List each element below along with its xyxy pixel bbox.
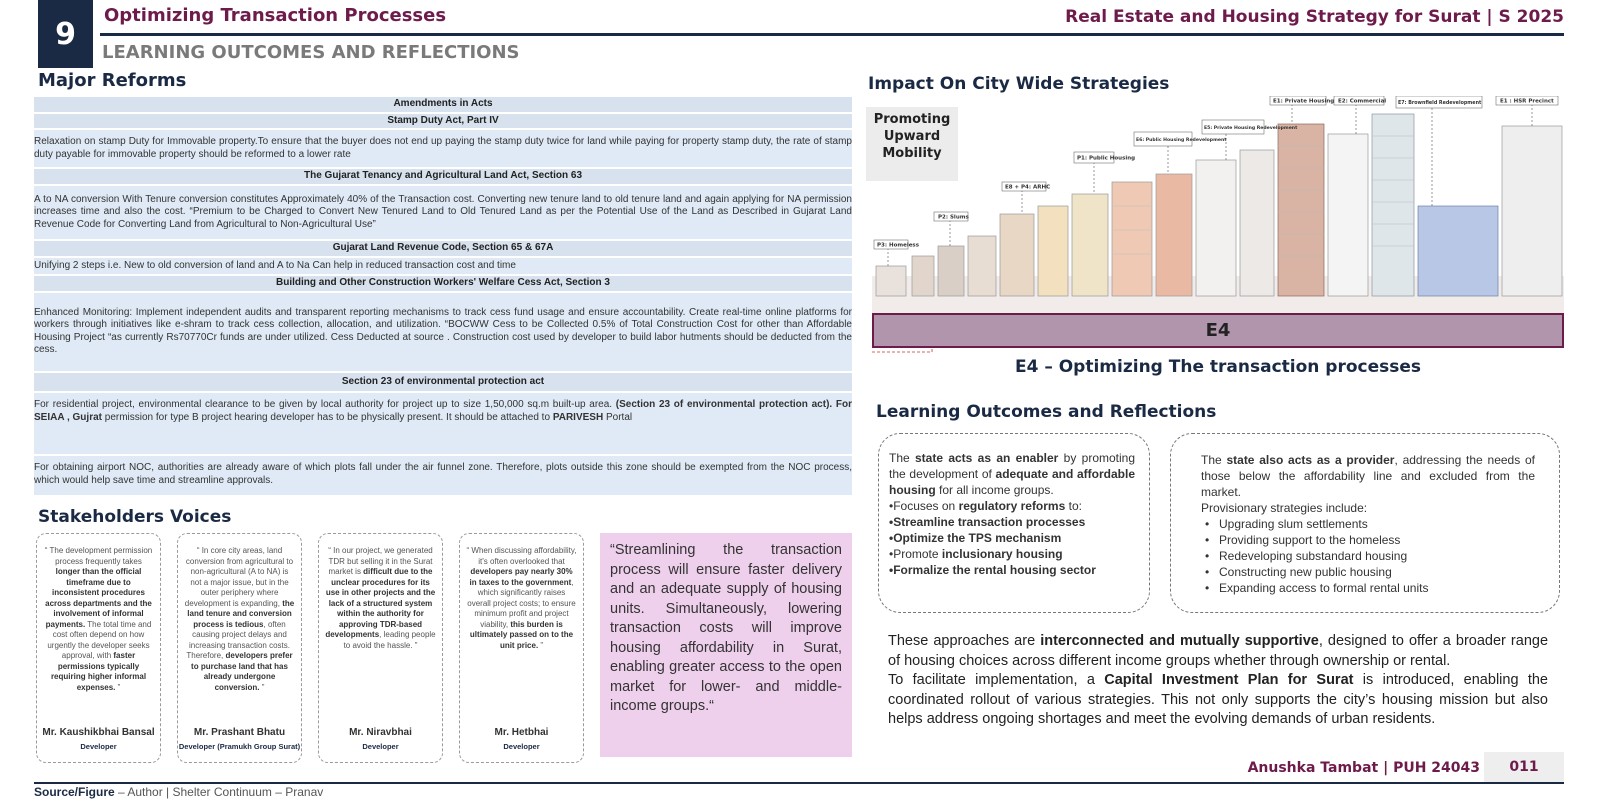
commercial-tower — [1328, 134, 1368, 296]
quote-text-bold: longer than the official timeframe due to inconsistent procedures across departments and the involvement of informal payments. — [45, 567, 152, 629]
quote-text: “ When discussing affordability, it's often overlooked that — [466, 546, 577, 566]
enabler-item — [889, 546, 1135, 562]
major-reforms-title: Major Reforms — [38, 70, 187, 91]
quote-text: “ The development permission process frequently takes — [44, 546, 153, 566]
page-subtitle: LEARNING OUTCOMES AND REFLECTIONS — [102, 42, 520, 63]
slum-building — [968, 236, 996, 296]
e4-band — [872, 313, 1564, 348]
public-housing-building — [1072, 194, 1108, 296]
source-text: – Author | Shelter Continuum – Pranav — [114, 785, 324, 799]
tag-label: E7: Brownfield Redevelopment — [1398, 101, 1482, 106]
reform-body: A to NA conversion With Tenure conversion constitutes Approximately 40% of the Transaction cost. Converting new tenure land to old tenure land and again applying for NA permission increases time and also the cost. “Premium to be Charged to Convert New Tenured Land to Old Tenured Land as per the Potential Use of the Land as Described in Gujarat Land Revenue Code for Converting Land from Agricultural to Non-Agricultural Use” — [34, 186, 852, 240]
text: for all income groups. — [935, 483, 1054, 497]
quote-text: , often causing project delays and increasing transaction costs. Therefore, — [186, 619, 290, 660]
stakeholders-title: Stakeholders Voices — [38, 507, 232, 527]
text: is introduced, enabling the coordinated rollout of various strategies. This not only supports the city’s housing mission but also helps address ongoing shortages and meet the evolving demands of urban residents. — [888, 672, 1548, 727]
stakeholder-card — [36, 533, 161, 763]
quote-text: ” — [259, 682, 265, 692]
tag-label: E8 + P4: ARHC — [1005, 184, 1051, 191]
list-item: • Constructing new public housing — [1201, 564, 1535, 580]
promoting-upward-mobility-label — [866, 107, 958, 181]
stakeholder-quote — [325, 546, 436, 724]
stakeholder-role: Developer — [80, 741, 117, 751]
promo-line: Upward — [883, 129, 941, 144]
text: •Promote — [889, 547, 942, 561]
reform-body: Enhanced Monitoring: Implement independent audits and transparent reporting mechanisms to track cess fund usage and ensure accountability. Create real-time online platforms for workers through initiatives like e-shram to track cess collection, allocation, and utilization. “BOCWW Cess to be Collected 0.5% of Total Construction Cost for other than Affordable Housing Project “as currently Rs70770Cr funds are under utilized. Cess Deducted at source . Construction cost used by developer to build labor hutments should be deducted from the cess. — [34, 293, 852, 371]
header-divider — [100, 33, 1564, 36]
text: , addressing the needs of those below the affordability line and excluded from the market. — [1201, 453, 1536, 499]
private-redevelopment-building — [1196, 160, 1236, 296]
enabler-item: •Formalize the rental housing sector — [889, 563, 1096, 577]
quote-text: The total time and cost often depend on how urgently the developer seeks approval, with — [47, 619, 152, 660]
reform-heading: Amendments in Acts — [34, 97, 852, 112]
enabler-intro — [889, 450, 1135, 498]
quote-text-bold: developers prefer to purchase land that has already undergone conversion. — [191, 651, 293, 692]
enabler-focus — [889, 498, 1135, 514]
quote-text-bold: difficult due to the unclear procedures for its use in other projects and the lack of a structured system within the authority for approving TDR-based developments — [325, 567, 436, 639]
public-housing-redevelopment-building — [1112, 182, 1152, 296]
source-label: Source/Figure — [34, 785, 115, 799]
text-bold: regulatory reforms — [958, 499, 1066, 513]
enabler-item: •Optimize the TPS mechanism — [889, 531, 1062, 545]
page-number-badge — [38, 0, 93, 68]
arhc-building — [1000, 214, 1034, 296]
reform-text: Portal — [605, 411, 633, 423]
reform-body-environment — [34, 393, 852, 454]
reform-text-bold: (Section 23 of environmental protection act). — [615, 399, 833, 410]
tag-label: E5: Private Housing Redevelopment — [1204, 126, 1298, 131]
stakeholder-card — [318, 533, 443, 763]
author-credit: Anushka Tambat | PUH 24043 — [1247, 760, 1480, 776]
stakeholder-quote — [43, 546, 154, 724]
enabler-box — [878, 433, 1150, 613]
provider-box — [1170, 433, 1560, 613]
reform-heading: Building and Other Construction Workers' Welfare Cess Act, Section 3 — [34, 276, 852, 291]
learning-outcomes-title: Learning Outcomes and Reflections — [876, 402, 1217, 422]
e4-label: E4 — [1205, 320, 1231, 341]
list-item: • Upgrading slum settlements — [1201, 516, 1535, 532]
reform-text: For residential project, environmental clearance to be given by local authority for project up to size 1,50,000 sq.m built-up area. — [34, 399, 613, 410]
closing-line-1 — [888, 632, 1548, 671]
stakeholder-role: Developer — [362, 741, 399, 751]
footer-divider — [34, 782, 1564, 784]
stakeholder-card — [459, 533, 584, 763]
private-housing-tower — [1278, 124, 1324, 296]
text-bold: inclusionary housing — [941, 547, 1063, 561]
stakeholder-name: Mr. Niravbhai — [349, 726, 412, 738]
quote-text: , which significantly raises overall project costs; to ensure minimum profit and project viability, — [467, 577, 576, 629]
page-number-text: 011 — [1509, 759, 1539, 775]
stakeholder-quote — [466, 546, 577, 724]
arhc-building — [1038, 206, 1068, 296]
shelter-building — [912, 256, 934, 296]
source-line — [34, 785, 323, 799]
quote-text: ” — [115, 682, 121, 692]
list-item: • Redeveloping substandard housing — [1201, 548, 1535, 564]
tag-label: P3: Homeless — [877, 242, 919, 249]
stakeholder-quote — [184, 546, 295, 724]
tag-label: E2: Commercial — [1338, 98, 1387, 105]
provider-strategy-list — [1201, 516, 1535, 596]
page-number: 9 — [55, 16, 76, 52]
text: The — [1201, 453, 1227, 467]
reform-text: permission for type B project hearing developer has to be physically present. It should be attached to — [104, 411, 551, 423]
list-item: • Providing support to the homeless — [1201, 532, 1535, 548]
text: These approaches are — [888, 633, 1041, 649]
reform-heading: Gujarat Land Revenue Code, Section 65 & 67A — [34, 241, 852, 256]
text: •Focuses on — [889, 499, 959, 513]
enabler-item: •Streamline transaction processes — [889, 515, 1086, 529]
reforms-table — [34, 97, 852, 497]
text-bold: state acts as an enabler — [915, 451, 1059, 465]
promo-line: Mobility — [882, 146, 942, 161]
text-bold: state also acts as a provider — [1226, 453, 1395, 467]
quote-text-bold: this burden is ultimately passed on to the unit price. — [469, 619, 574, 650]
public-housing-redevelopment-building — [1156, 174, 1192, 296]
stakeholder-role: Developer — [503, 741, 540, 751]
reform-heading: Stamp Duty Act, Part IV — [34, 114, 852, 129]
reform-body: For obtaining airport NOC, authorities are already aware of which plots fall under the air funnel zone. Therefore, plots outside this zone should be exempted from the NOC process, which would help save time and streamline approvals. — [34, 456, 852, 495]
tag-label: P2: Slums — [938, 214, 969, 221]
tag-label: E6: Public Housing Redevelopment — [1136, 138, 1227, 143]
stakeholder-name: Mr. Prashant Bhatu — [193, 726, 286, 738]
highlight-quote: “Streamlining the transaction process will ensure faster delivery and an adequate supply of housing units. Simultaneously, lowering transaction costs will improve housing affordability in Surat, enabling greater access to the open market for lower- and middle-income groups.“ — [600, 533, 852, 757]
quote-text-bold: the land tenure and conversion process is tedious — [187, 598, 295, 629]
text: to: — [1065, 499, 1082, 513]
closing-line-2 — [888, 671, 1548, 730]
private-redevelopment-building — [1240, 150, 1274, 296]
quote-text: ” — [538, 640, 544, 650]
stakeholder-role: Developer (Pramukh Group Surat) — [178, 741, 301, 751]
stakeholder-card — [177, 533, 302, 763]
slum-building — [938, 246, 964, 296]
page-number-footer — [1484, 752, 1564, 782]
provider-strategies-intro: Provisionary strategies include: — [1201, 501, 1368, 515]
text-bold: Capital Investment Plan for Surat — [1104, 672, 1354, 688]
text: The — [889, 451, 915, 465]
shelter-building — [876, 266, 906, 296]
quote-text: “ In core city areas, land conversion from agricultural to non-agricultural (A to NA) is not a major issue, but in the outer periphery where development is expanding, — [184, 546, 294, 608]
stakeholder-name: Mr. Hetbhai — [494, 726, 549, 738]
provider-intro — [1201, 452, 1535, 500]
reform-text-bold: For SEIAA , Gujrat — [34, 399, 852, 423]
brownfield-building — [1418, 206, 1498, 296]
reform-body: Relaxation on stamp Duty for Immovable property.To ensure that the buyer does not end up paying the stamp duty twice for land while paying for property stamp duty, the rate of stamp duty payable for immovable property should be reformed to a lower rate — [34, 130, 852, 167]
list-item: • Expanding access to formal rental units — [1201, 580, 1535, 596]
stakeholder-name: Mr. Kaushikbhai Bansal — [42, 726, 155, 738]
report-title: Real Estate and Housing Strategy for Surat | S 2025 — [1065, 7, 1564, 27]
reform-text-bold: PARIVESH — [552, 411, 604, 423]
reform-body: Unifying 2 steps i.e. New to old conversion of land and A to Na Can help in reduced transaction cost and time — [34, 258, 852, 275]
tag-label: E1: Private Housing — [1273, 98, 1335, 105]
text-bold: adequate and affordable housing — [889, 467, 1135, 497]
text: , designed to offer a broader range of housing choices across different income groups whether through ownership or rental. — [888, 633, 1549, 669]
promo-line: Promoting — [873, 112, 951, 127]
quote-text-bold: faster permissions typically requiring higher informal expenses. — [50, 651, 147, 692]
impact-title: Impact On City Wide Strategies — [868, 74, 1170, 94]
e4-caption: E4 – Optimizing The transaction processes — [1014, 357, 1422, 377]
hsr-precinct-building — [1502, 126, 1562, 296]
reform-heading: Section 23 of environmental protection act — [34, 373, 852, 392]
text: To facilitate implementation, a — [888, 672, 1105, 688]
tag-label: E1 : HSR Precinct — [1500, 98, 1554, 105]
reform-heading: The Gujarat Tenancy and Agricultural Land Act, Section 63 — [34, 169, 852, 184]
text: by promoting the development of — [889, 451, 1136, 481]
page-title: Optimizing Transaction Processes — [104, 5, 447, 26]
closing-paragraph — [888, 632, 1548, 730]
text-bold: interconnected and mutually supportive — [1040, 633, 1319, 649]
commercial-tower — [1372, 114, 1414, 296]
quote-text-bold: developers pay nearly 30% in taxes to the government — [469, 567, 573, 587]
quote-text: “ In our project, we generated TDR but selling it in the Surat market is — [328, 546, 433, 576]
quote-text: , leading people to avoid the hassle. ” — [343, 630, 436, 650]
tag-label: P1: Public Housing — [1077, 155, 1136, 162]
